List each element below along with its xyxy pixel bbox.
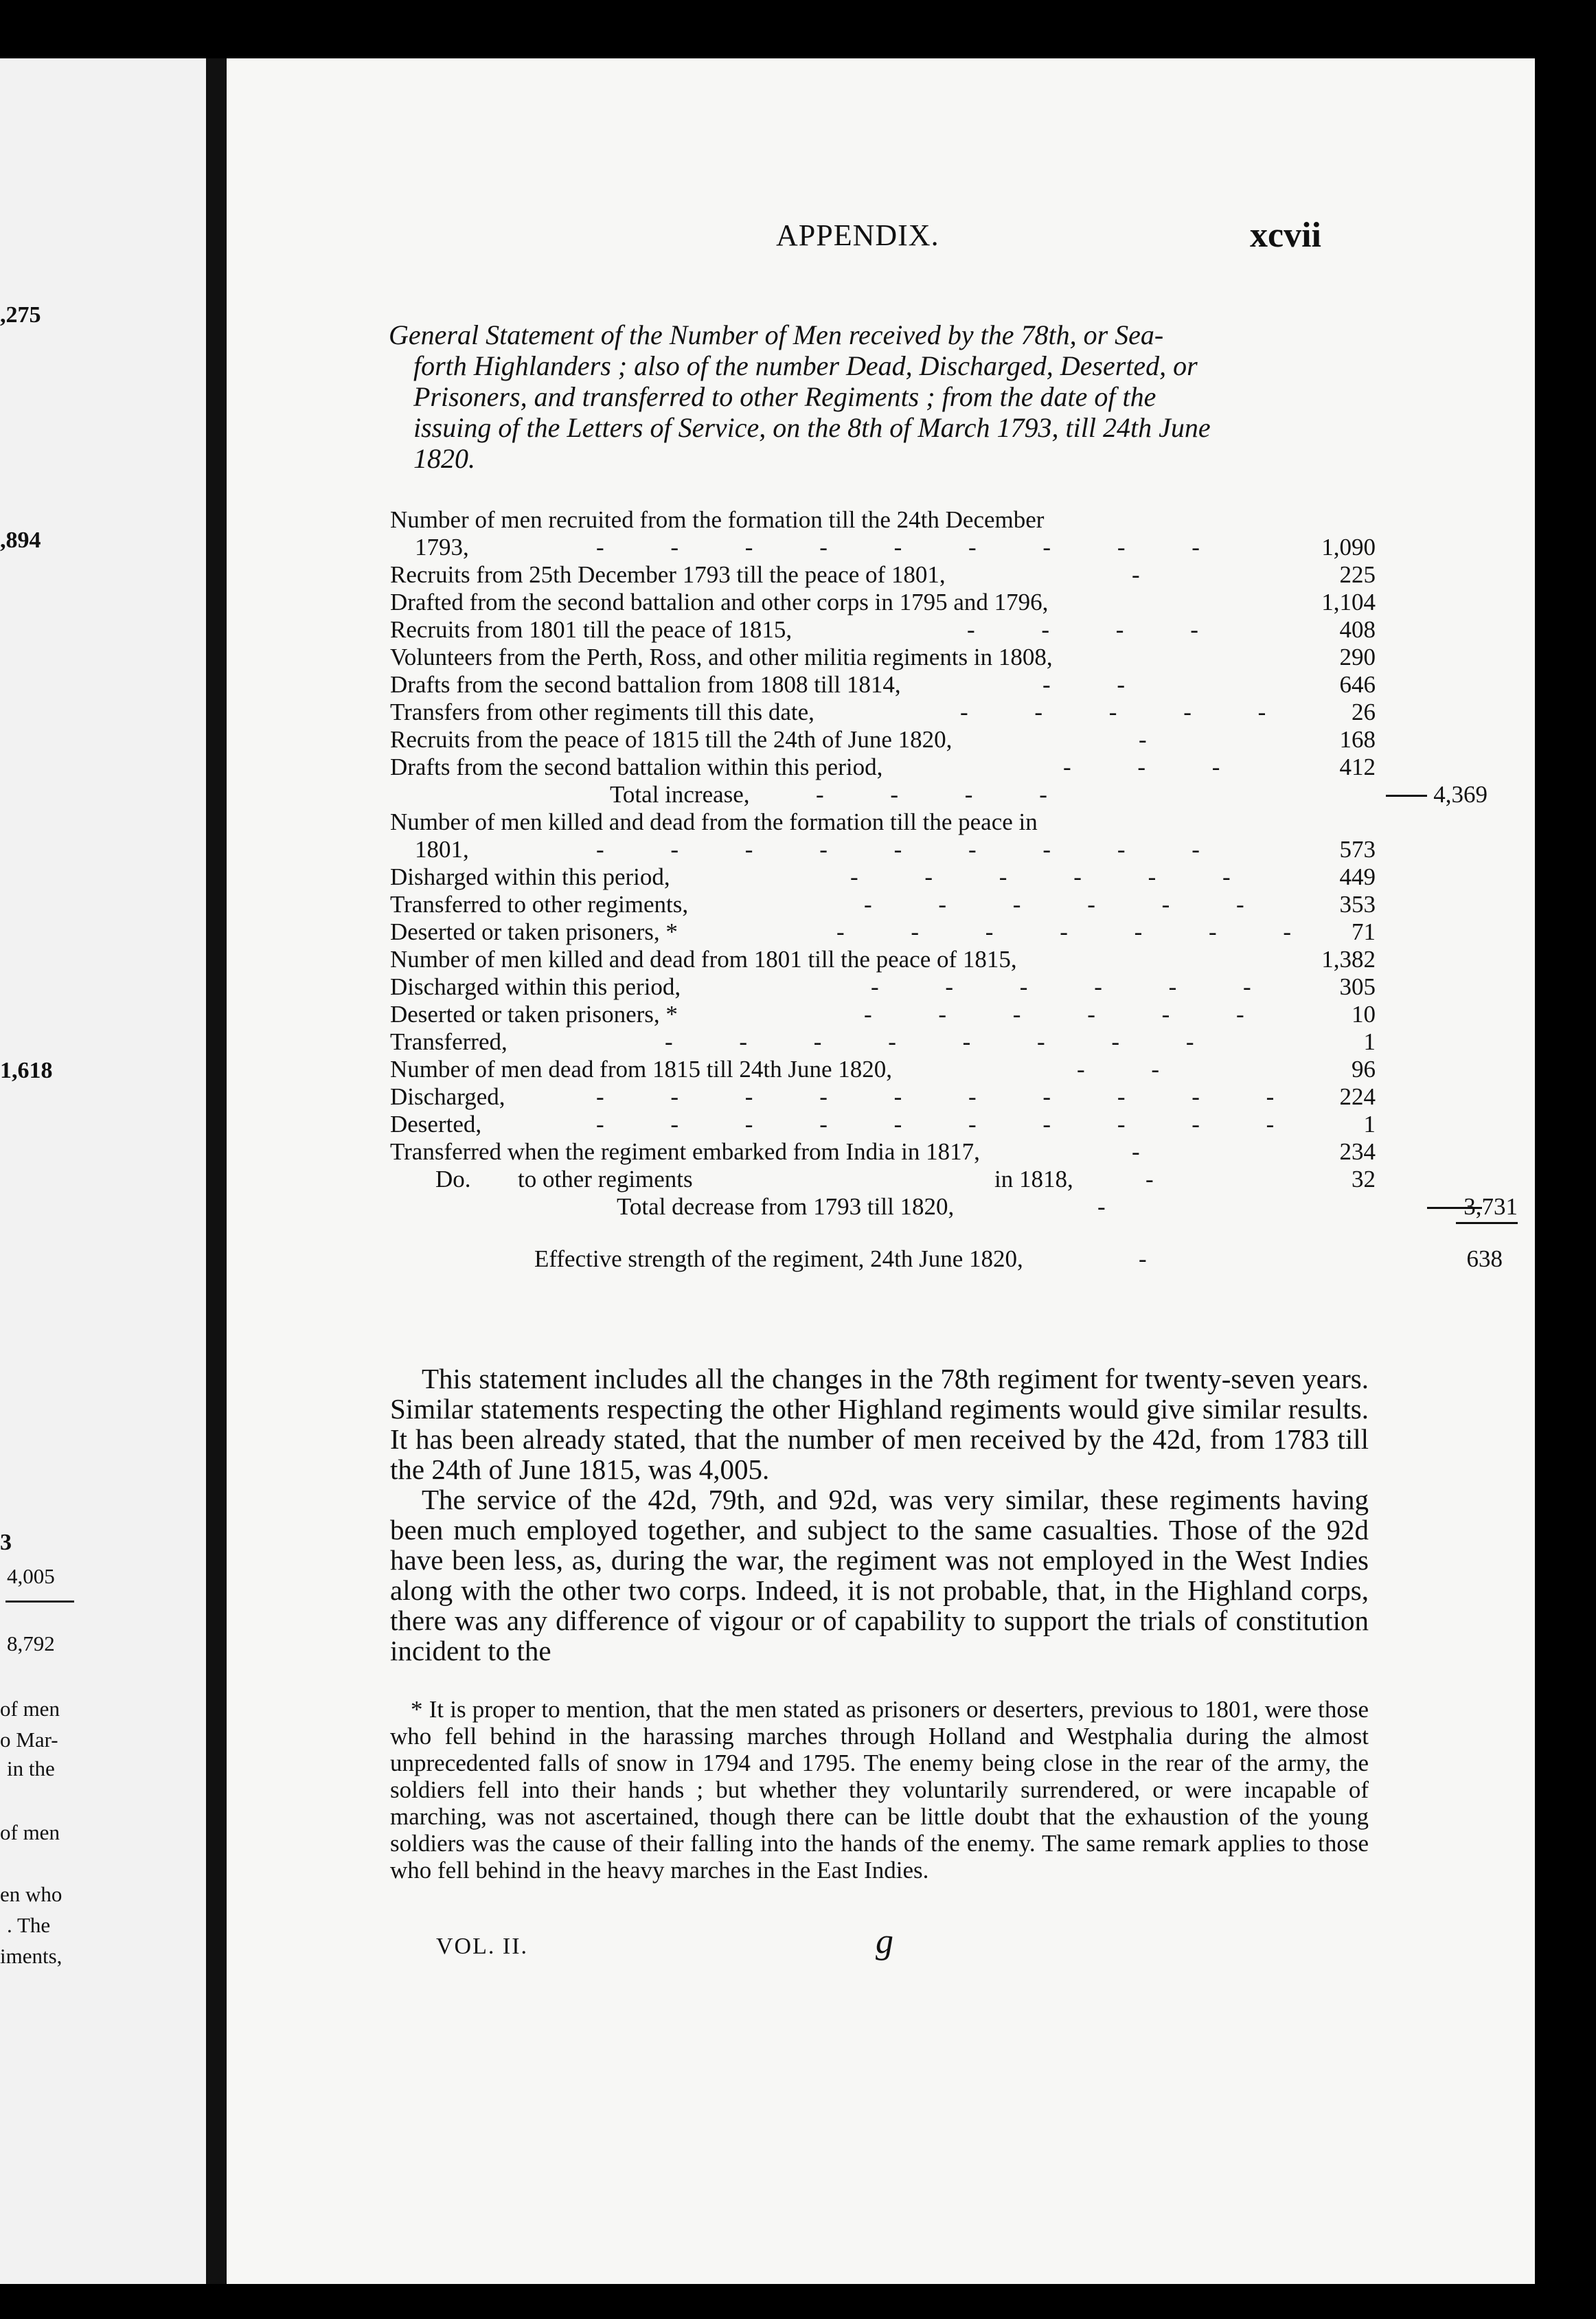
caption-line: 1820. — [413, 443, 475, 474]
ledger-value: 10 — [1352, 1001, 1376, 1028]
body-paragraph: This statement includes all the changes in the 78th regiment for twenty-seven years. Similar statements respecting the other Highland regiments would give similar results. It has been already stated, that the number of men received by the 42d, from 1783 till the 24th of June 1815, was 4,005. — [390, 1363, 1369, 1485]
book-page — [227, 58, 1535, 2284]
leader-dots: - — [1132, 561, 1170, 588]
ledger-row — [390, 1028, 1585, 1056]
ledger-row — [390, 1111, 1585, 1138]
leader-dots: - - — [1077, 1056, 1190, 1083]
leader-dots: - — [1139, 1245, 1177, 1272]
ledger-row — [390, 644, 1585, 671]
left-page-figure: 3 — [0, 1530, 12, 1555]
ledger-row — [390, 699, 1585, 726]
ledger-label: Discharged, — [390, 1083, 505, 1110]
left-page-word: o Mar- — [0, 1728, 58, 1752]
page-number: xcvii — [1250, 216, 1321, 255]
leader-dots: - - - - - - - — [836, 918, 1322, 945]
ledger-label: Transferred to other regiments, — [390, 891, 689, 918]
leader-dots: - — [1145, 1166, 1184, 1192]
running-head — [227, 218, 1535, 259]
ledger-value: 225 — [1339, 561, 1376, 588]
ledger-value: 1 — [1363, 1028, 1376, 1055]
ledger-row — [390, 891, 1585, 918]
ledger-label: Drafted from the second battalion and other corps in 1795 and 1796, — [390, 589, 1049, 615]
ledger-label: to other regiments — [518, 1166, 693, 1192]
ledger-row — [390, 1138, 1585, 1166]
ledger-value: 646 — [1339, 671, 1376, 698]
ledger-row — [390, 561, 1585, 589]
ledger-value: 449 — [1339, 863, 1376, 890]
volume-mark: VOL. II. — [436, 1934, 529, 1959]
left-page-figure: ,275 — [0, 302, 41, 328]
ledger-row — [390, 973, 1585, 1001]
ledger-label: Volunteers from the Perth, Ross, and other militia regiments in 1808, — [390, 644, 1053, 670]
ledger-row — [390, 506, 1585, 534]
body-text — [390, 1364, 1369, 1666]
caption-line: General Statement of the Number of Men received by the 78th, or Sea- — [389, 319, 1164, 350]
leader-dots: - - - - - - - - - — [596, 534, 1230, 561]
ledger-label: Discharged within this period, — [390, 973, 681, 1000]
leader-dots: - - - - - - - - - - — [596, 1111, 1305, 1138]
ledger-total-value: 3,731 — [1463, 1193, 1518, 1220]
ledger-label: Number of men dead from 1815 till 24th June 1820, — [390, 1056, 892, 1083]
signature-mark: g — [876, 1922, 893, 1961]
leader-dots: - - - - - - - - — [665, 1028, 1224, 1055]
ledger-value: 1,090 — [1321, 534, 1376, 561]
effective-value: 638 — [1466, 1245, 1503, 1272]
ledger-row — [390, 946, 1585, 973]
left-page-rule — [5, 1600, 74, 1603]
leader-dots: - - - - - — [960, 699, 1297, 725]
footnote — [390, 1696, 1369, 1884]
ledger-value: 305 — [1339, 973, 1376, 1000]
left-page-word: . The — [7, 1913, 51, 1937]
ledger-value: 234 — [1339, 1138, 1376, 1165]
ledger-label: Recruits from the peace of 1815 till the 24th of June 1820, — [390, 726, 953, 753]
leader-dots: - - - - — [816, 781, 1078, 808]
ledger-value: 1 — [1363, 1111, 1376, 1138]
ledger-row — [390, 918, 1585, 946]
ledger-row — [390, 1056, 1585, 1083]
ledger-value: 168 — [1339, 726, 1376, 753]
leader-dots: - — [1132, 1138, 1170, 1165]
ledger-total-value: 4,369 — [1433, 781, 1487, 808]
ledger-label: Drafts from the second battalion within this period, — [390, 754, 883, 780]
ledger-label: Recruits from 25th December 1793 till the peace of 1801, — [390, 561, 946, 588]
left-page-figure: 1,618 — [0, 1058, 53, 1083]
ledger-total-row — [390, 781, 1585, 808]
leader-dots: - — [1139, 726, 1177, 753]
ledger-value: 1,382 — [1321, 946, 1376, 973]
ledger-value: 353 — [1339, 891, 1376, 918]
ledger-row — [390, 808, 1585, 836]
left-page-word: iments, — [0, 1944, 62, 1968]
ledger-row — [390, 726, 1585, 754]
body-paragraph: The service of the 42d, 79th, and 92d, was very similar, these regiments having been much employed together, and subject to the same casualties. Those of the 92d have been less, as, during the war, the regiment was not employed in the West Indies along with the other two corps. Indeed, it is not probable, that, in the Highland corps, there was any difference of vigour or of capability to support the trials of constitution incident to the — [390, 1484, 1369, 1666]
ledger-total-row — [390, 1193, 1585, 1221]
ledger-label: Transferred when the regiment embarked from India in 1817, — [390, 1138, 980, 1165]
leader-dots: - - - - - - — [871, 973, 1281, 1000]
leader-dots: - - — [1042, 671, 1156, 698]
statement-caption — [389, 319, 1364, 474]
ledger-value: 224 — [1339, 1083, 1376, 1110]
ledger-label: Recruits from 1801 till the peace of 1815, — [390, 616, 793, 643]
leader-dots: - — [1097, 1193, 1136, 1220]
ledger-label: Transferred, — [390, 1028, 508, 1055]
ledger-row — [390, 589, 1585, 616]
left-facing-page — [0, 58, 206, 2284]
ledger-label: Deserted, — [390, 1111, 482, 1138]
ledger-row — [390, 616, 1585, 644]
ledger-label: Number of men recruited from the formation till the 24th December — [390, 506, 1045, 533]
caption-line: issuing of the Letters of Service, on the 8th of March 1793, till 24th June — [413, 412, 1211, 443]
ledger-label: Disharged within this period, — [390, 863, 670, 890]
ledger-label: 1801, — [415, 836, 469, 863]
effective-label: Effective strength of the regiment, 24th June 1820, — [534, 1245, 1023, 1272]
ledger-label: Number of men killed and dead from the formation till the peace in — [390, 808, 1038, 835]
left-page-word: in the — [7, 1756, 55, 1780]
leader-dots: - - - - - - — [864, 1001, 1275, 1028]
leader-dots: - - - - - - — [864, 891, 1275, 918]
ledger-value: 1,104 — [1321, 589, 1376, 615]
ledger-row — [390, 671, 1585, 699]
ledger-label: Do. — [435, 1166, 471, 1192]
statement-ledger — [390, 506, 1585, 1273]
left-page-word: of men — [0, 1820, 60, 1844]
ledger-row — [390, 1083, 1585, 1111]
ledger-rule — [1386, 795, 1427, 797]
left-page-word: of men — [0, 1697, 60, 1721]
left-page-word: en who — [0, 1882, 62, 1906]
ledger-row — [390, 863, 1585, 891]
ledger-total-label: Total increase, — [610, 781, 750, 808]
ledger-value: 573 — [1339, 836, 1376, 863]
ledger-row — [390, 836, 1585, 863]
ledger-label: Transfers from other regiments till this date, — [390, 699, 814, 725]
ledger-label: Drafts from the second battalion from 1808 till 1814, — [390, 671, 901, 698]
ledger-label: 1793, — [415, 534, 469, 561]
leader-dots: - - - - - - — [850, 863, 1261, 890]
left-page-figure: 4,005 — [7, 1564, 55, 1588]
left-page-figure: ,894 — [0, 528, 41, 553]
ledger-row — [390, 1001, 1585, 1028]
ledger-label: Number of men killed and dead from 1801 till the peace of 1815, — [390, 946, 1017, 973]
ledger-label: Deserted or taken prisoners, * — [390, 1001, 678, 1028]
running-title: APPENDIX. — [776, 218, 939, 252]
left-page-figure: 8,792 — [7, 1631, 55, 1655]
ledger-row — [390, 754, 1585, 781]
ledger-total-label: Total decrease from 1793 till 1820, — [617, 1193, 955, 1220]
ledger-value: 290 — [1339, 644, 1376, 670]
ledger-label: in 1818, — [994, 1166, 1073, 1192]
ledger-value: 32 — [1352, 1166, 1376, 1192]
ledger-rule — [1456, 1222, 1518, 1224]
caption-line: Prisoners, and transferred to other Regiments ; from the date of the — [413, 381, 1156, 412]
footnote-text: * It is proper to mention, that the men stated as prisoners or deserters, previous to 1801, were those who fell behind in the harassing marches through Holland and Westphalia during the almost unprecedented falls of snow in 1794 and 1795. The enemy being close in the rear of the army, the soldiers fell into their hands ; but whether they voluntarily surrendered, or were incapable of marching, was not ascertained, though there can be little doubt that the exhaustion of the young soldiers was the cause of their falling into the hands of the enemy. The same remark applies to those who fell behind in the heavy marches in the East Indies. — [390, 1696, 1369, 1884]
ledger-label: Deserted or taken prisoners, * — [390, 918, 678, 945]
leader-dots: - - - - - - - - - - — [596, 1083, 1305, 1110]
ledger-value: 26 — [1352, 699, 1376, 725]
ledger-effective-row — [390, 1245, 1585, 1273]
ledger-row — [390, 534, 1585, 561]
ledger-value: 71 — [1352, 918, 1376, 945]
caption-line: forth Highlanders ; also of the number Dead, Discharged, Deserted, or — [413, 350, 1198, 381]
leader-dots: - - - - — [967, 616, 1229, 643]
book-gutter — [206, 58, 227, 2284]
leader-dots: - - - - - - - - - — [596, 836, 1230, 863]
ledger-row — [390, 1166, 1585, 1193]
ledger-spacer — [390, 1221, 1585, 1245]
ledger-value: 408 — [1339, 616, 1376, 643]
leader-dots: - - - — [1063, 754, 1251, 780]
ledger-value: 412 — [1339, 754, 1376, 780]
ledger-value: 96 — [1352, 1056, 1376, 1083]
